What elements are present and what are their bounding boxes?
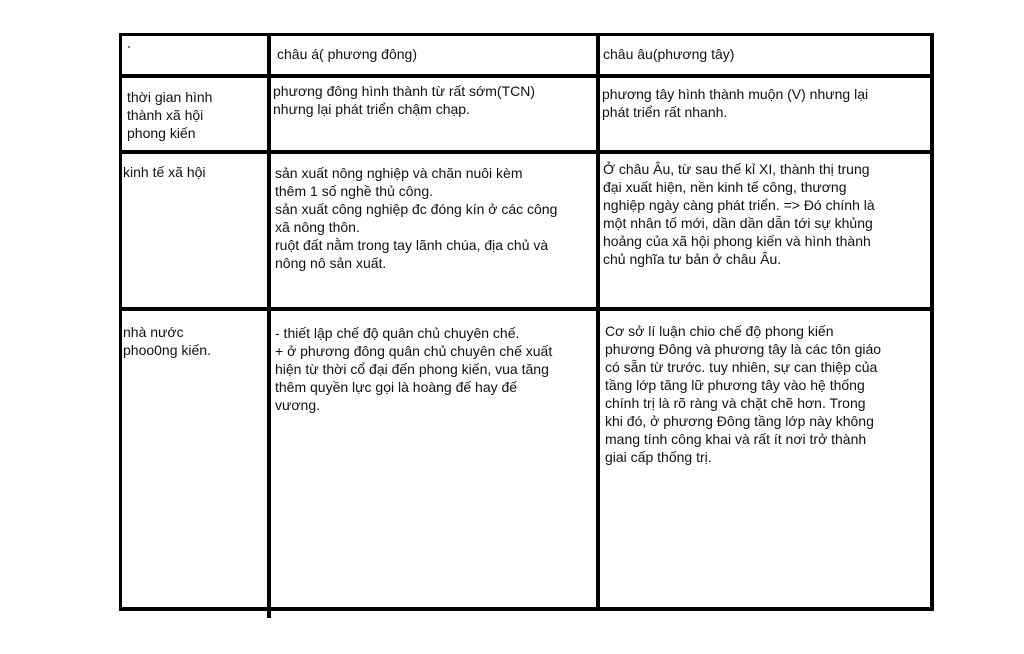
header-west: châu âu(phương tây)	[603, 46, 735, 62]
row-label-state: nhà nước phoo0ng kiến.	[123, 324, 211, 358]
row-label-time: thời gian hình thành xã hội phong kiến	[127, 89, 213, 141]
rule-col1	[267, 33, 271, 618]
rule-bottom	[120, 607, 933, 611]
rule-row1-bottom	[120, 150, 933, 154]
cell-west-state: Cơ sở lí luận chio chế độ phong kiến phương Đông và phương tây là các tôn giáo có sẵn từ trước. tuy nhiên, sự can thiệp của tầng lớp tăng lữ phương tây vào hệ thống chính trị là rõ ràng và chặt chẽ hơn. Trong khi đó, ở phương Đông tầng lớp này không mang tính công khai và rất ít nơi trở thành giai cấp thống trị.	[605, 323, 882, 465]
rule-top	[120, 33, 933, 36]
cell-west-economy: Ở châu Âu, từ sau thế kỉ XI, thành thị trung đại xuất hiện, nền kinh tế công, thương nghiệp ngày càng phát triển. => Đó chính là một nhân tố mới, dần dần dẫn tới sự khủng hoảng của xã hội phong kiến và hình thành chủ nghĩa tư bản ở châu Âu.	[603, 161, 875, 267]
stray-mark	[128, 46, 130, 48]
rule-col2	[596, 33, 600, 611]
cell-east-state: - thiết lập chế độ quân chủ chuyên chế. + ở phương đông quân chủ chuyên chế xuất hiện từ thời cổ đại đến phong kiến, vua tăng thêm quyền lực gọi là hoàng đế hay đế vương.	[275, 325, 553, 413]
cell-east-economy: sản xuất nông nghiệp và chăn nuôi kèm thêm 1 số nghề thủ công. sản xuất công nghiệp đc đóng kín ở các công xã nông thôn. ruột đất nằm trong tay lãnh chúa, địa chủ và nông nô sản xuất.	[275, 165, 558, 271]
header-east: châu á( phương đông)	[277, 46, 417, 62]
row-label-economy: kinh tế xã hội	[123, 164, 206, 180]
cell-east-time: phương đông hình thành từ rất sớm(TCN) nhưng lại phát triển chậm chạp.	[273, 83, 536, 117]
rule-row2-bottom	[120, 307, 933, 311]
rule-header-bottom	[120, 74, 933, 78]
rule-right	[930, 33, 934, 611]
cell-west-time: phương tây hình thành muộn (V) nhưng lại phát triển rất nhanh.	[602, 86, 869, 120]
rule-left	[119, 33, 122, 611]
